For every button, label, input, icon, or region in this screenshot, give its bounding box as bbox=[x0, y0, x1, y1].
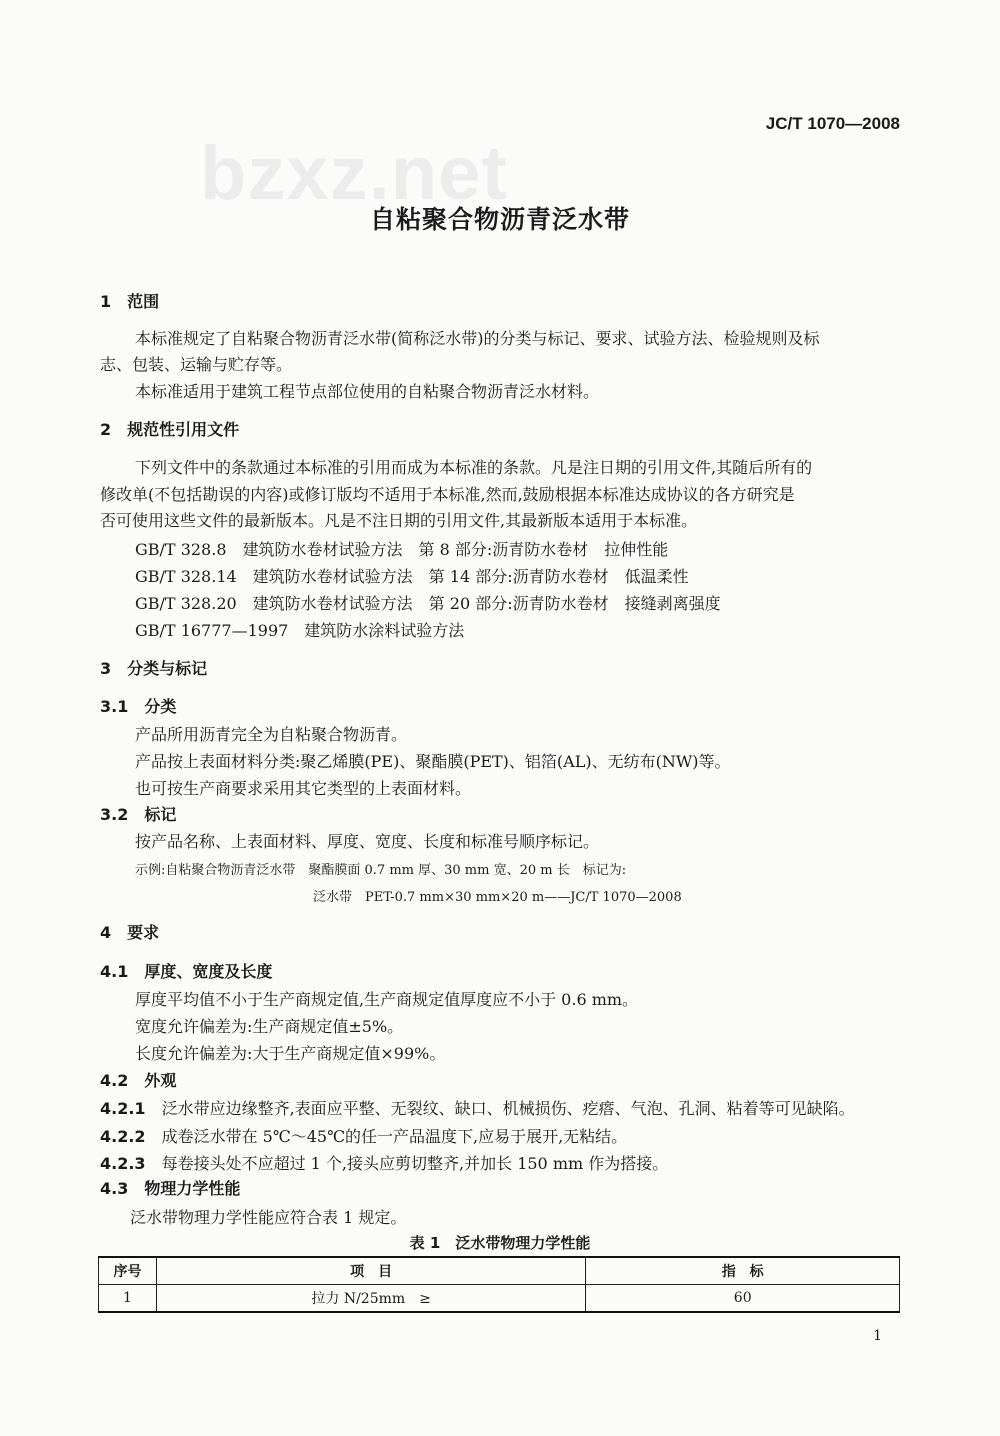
subsection-3-1-heading bbox=[100, 694, 176, 717]
paragraph-line: 下列文件中的条款通过本标准的引用而成为本标准的条款。凡是注日期的引用文件,其随后所有的 bbox=[135, 458, 813, 477]
reference-item: GB/T 328.14 建筑防水卷材试验方法 第 14 部分:沥青防水卷材 低温柔性 bbox=[135, 567, 689, 586]
table-title: 表 1 泛水带物理力学性能 bbox=[409, 1234, 591, 1252]
paragraph-line: 本标准适用于建筑工程节点部位使用的自粘聚合物沥青泛水材料。 bbox=[135, 382, 600, 401]
subsection-number: 3.1 bbox=[100, 697, 129, 716]
paragraph-line: 也可按生产商要求采用其它类型的上表面材料。 bbox=[135, 779, 472, 798]
subsection-title: 物理力学性能 bbox=[144, 1179, 241, 1198]
subsection-number: 4.2 bbox=[100, 1071, 129, 1090]
subsection-title: 标记 bbox=[144, 805, 177, 824]
section-number: 3 bbox=[100, 659, 112, 678]
paragraph-line: 按产品名称、上表面材料、厚度、宽度、长度和标准号顺序标记。 bbox=[135, 832, 600, 851]
section-number: 1 bbox=[100, 292, 112, 311]
section-4-heading bbox=[100, 920, 159, 943]
subsection-3-2-heading bbox=[100, 802, 176, 825]
section-title: 范围 bbox=[127, 292, 160, 311]
paragraph-line: 产品所用沥青完全为自粘聚合物沥青。 bbox=[135, 725, 408, 744]
table-row bbox=[99, 1285, 900, 1313]
clause-number: 4.2.3 bbox=[100, 1154, 146, 1173]
paragraph-line: 否可使用这些文件的最新版本。凡是不注日期的引用文件,其最新版本适用于本标准。 bbox=[100, 511, 698, 530]
standard-code: JC/T 1070—2008 bbox=[765, 114, 900, 133]
table-cell-index: 1 bbox=[99, 1285, 157, 1313]
subsection-title: 厚度、宽度及长度 bbox=[144, 962, 273, 981]
subsection-4-1-heading bbox=[100, 959, 272, 982]
subsection-4-3-heading bbox=[100, 1176, 240, 1199]
section-3-heading bbox=[100, 656, 207, 679]
reference-item: GB/T 16777—1997 建筑防水涂料试验方法 bbox=[135, 621, 465, 640]
section-number: 4 bbox=[100, 923, 112, 942]
clause-4-2-1 bbox=[100, 1096, 855, 1119]
clause-4-2-2 bbox=[100, 1124, 627, 1147]
reference-item: GB/T 328.8 建筑防水卷材试验方法 第 8 部分:沥青防水卷材 拉伸性能 bbox=[135, 540, 669, 559]
watermark: bzxz.net bbox=[200, 131, 508, 216]
paragraph-line: 宽度允许偏差为:生产商规定值±5%。 bbox=[135, 1017, 404, 1036]
clause-text: 每卷接头处不应超过 1 个,接头应剪切整齐,并加长 150 mm 作为搭接。 bbox=[161, 1154, 669, 1173]
properties-table bbox=[98, 1256, 900, 1313]
clause-number: 4.2.2 bbox=[100, 1127, 146, 1146]
clause-number: 4.2.1 bbox=[100, 1099, 146, 1118]
column-header-item: 项 目 bbox=[156, 1257, 585, 1285]
table-cell-value: 60 bbox=[586, 1285, 900, 1313]
page-number: 1 bbox=[873, 1328, 882, 1344]
paragraph-line: 修改单(不包括勘误的内容)或修订版均不适用于本标准,然而,鼓励根据本标准达成协议的各方研究是 bbox=[100, 485, 795, 504]
paragraph-line: 本标准规定了自粘聚合物沥青泛水带(简称泛水带)的分类与标记、要求、试验方法、检验规则及标 bbox=[135, 329, 820, 348]
example-line: 示例:自粘聚合物沥青泛水带 聚酯膜面 0.7 mm 厚、30 mm 宽、20 m 长 标记为: bbox=[135, 863, 627, 878]
subsection-number: 4.3 bbox=[100, 1179, 129, 1198]
clause-text: 泛水带应边缘整齐,表面应平整、无裂纹、缺口、机械损伤、疙瘩、气泡、孔洞、粘着等可见缺陷。 bbox=[161, 1099, 855, 1118]
subsection-title: 分类 bbox=[144, 697, 177, 716]
section-title: 要求 bbox=[127, 923, 160, 942]
paragraph-line: 泛水带物理力学性能应符合表 1 规定。 bbox=[130, 1208, 407, 1227]
section-title: 分类与标记 bbox=[127, 659, 208, 678]
paragraph-line: 志、包装、运输与贮存等。 bbox=[100, 355, 293, 374]
column-header-index: 序号 bbox=[99, 1257, 157, 1285]
column-header-value: 指 标 bbox=[586, 1257, 900, 1285]
section-1-heading bbox=[100, 289, 159, 312]
paragraph-line: 产品按上表面材料分类:聚乙烯膜(PE)、聚酯膜(PET)、铝箔(AL)、无纺布(NW)等。 bbox=[135, 752, 731, 771]
subsection-number: 4.1 bbox=[100, 962, 129, 981]
clause-text: 成卷泛水带在 5℃～45℃的任一产品温度下,应易于展开,无粘结。 bbox=[161, 1127, 628, 1146]
reference-item: GB/T 328.20 建筑防水卷材试验方法 第 20 部分:沥青防水卷材 接缝剥离强度 bbox=[135, 594, 721, 613]
paragraph-line: 厚度平均值不小于生产商规定值,生产商规定值厚度应不小于 0.6 mm。 bbox=[135, 990, 639, 1009]
subsection-4-2-heading bbox=[100, 1068, 176, 1091]
paragraph-line: 长度允许偏差为:大于生产商规定值×99%。 bbox=[135, 1044, 446, 1063]
table-header-row bbox=[99, 1257, 900, 1285]
subsection-title: 外观 bbox=[144, 1071, 177, 1090]
section-number: 2 bbox=[100, 420, 112, 439]
document-title: 自粘聚合物沥青泛水带 bbox=[369, 205, 630, 234]
subsection-number: 3.2 bbox=[100, 805, 129, 824]
section-2-heading bbox=[100, 417, 239, 440]
table-cell-item: 拉力 N/25mm ≥ bbox=[156, 1285, 585, 1313]
example-marking: 泛水带 PET-0.7 mm×30 mm×20 m——JC/T 1070—2008 bbox=[313, 890, 682, 905]
section-title: 规范性引用文件 bbox=[127, 420, 240, 439]
clause-4-2-3 bbox=[100, 1151, 668, 1174]
